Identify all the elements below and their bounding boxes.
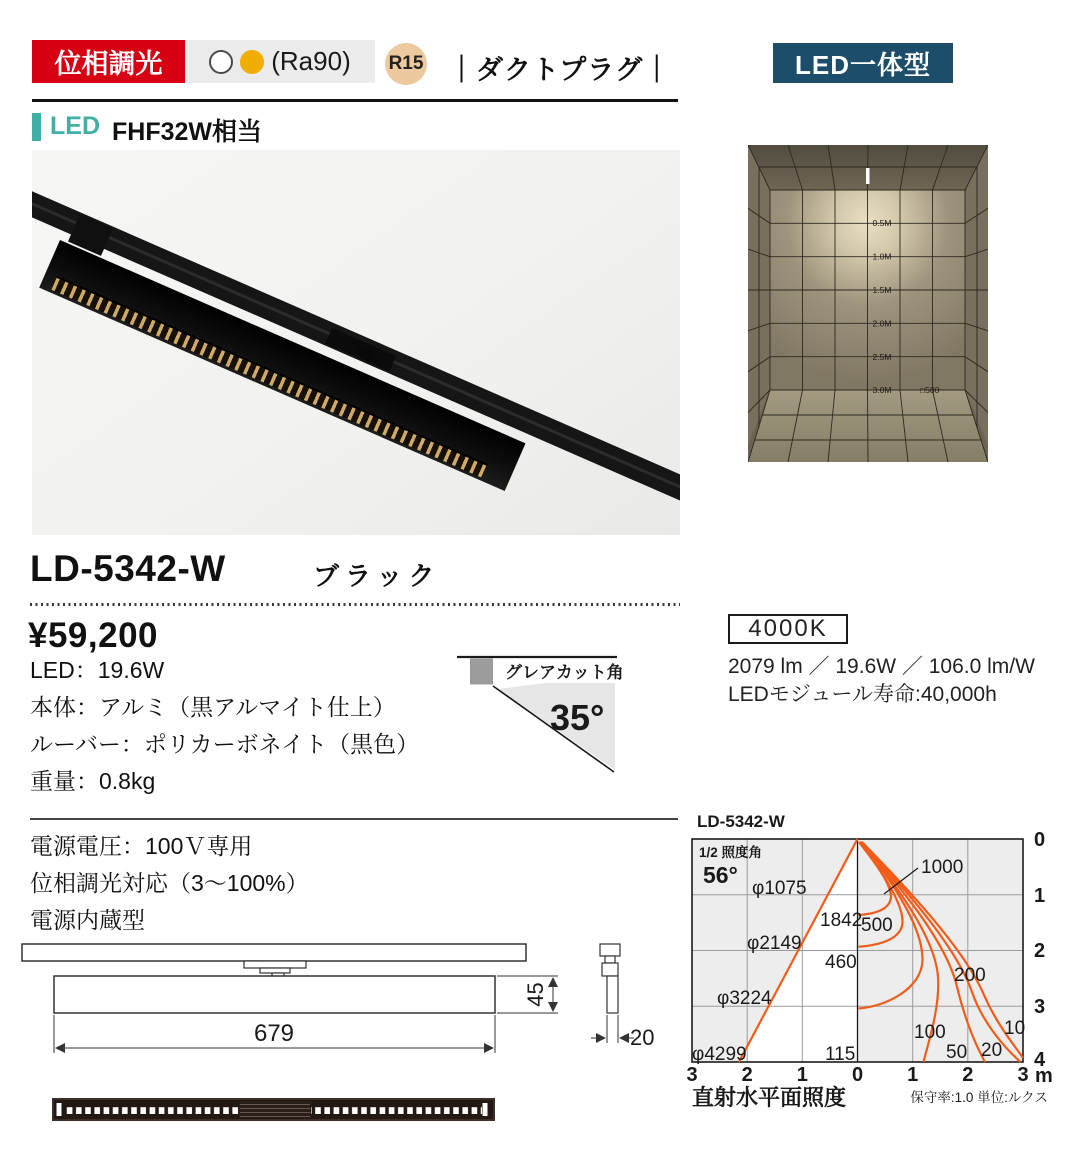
bottom-view (53, 1099, 494, 1120)
beam-diameter-3m: φ3224 (717, 988, 772, 1009)
spec-weight: 重量：0.8kg (30, 768, 156, 794)
room-depth-label: 3.0M (872, 385, 892, 395)
spec-power: 電源内蔵型 (30, 907, 145, 933)
spec-block-2 (30, 828, 309, 939)
dimming-badge: 位相調光 (32, 40, 185, 83)
x-tick: 1 (796, 1064, 808, 1086)
price: ¥59,200 (28, 616, 159, 655)
fixture-section-icon (470, 659, 493, 685)
center-lux-4m: 115 (825, 1044, 856, 1065)
label-500lx: 500 (861, 915, 893, 936)
length-dimension-value: 679 (253, 1020, 295, 1047)
spec-block-1 (30, 652, 419, 800)
model-number: LD-5342-W (30, 548, 226, 589)
label-50lx: 50 (946, 1042, 968, 1063)
x-tick: 2 (962, 1064, 974, 1086)
x-tick: 3 (686, 1064, 698, 1086)
x-tick: 1 (907, 1064, 919, 1086)
header-rule (32, 99, 678, 102)
room-depth-label: 1.5M (872, 285, 892, 295)
led-category-label: LED (50, 112, 100, 140)
spec-divider (30, 818, 678, 820)
ra-label: (Ra90) (271, 46, 351, 76)
y-tick: 3 (1034, 996, 1046, 1018)
y-tick: 0 (1034, 829, 1046, 851)
room-illuminance-photo (748, 145, 988, 462)
x-axis-unit: m (1035, 1065, 1053, 1087)
half-beam-label: 1/2 照度角 (699, 845, 763, 860)
y-tick: 1 (1034, 885, 1046, 907)
width-dimension-value: 20 (630, 1025, 655, 1050)
glare-cut-diagram (450, 648, 670, 788)
photometric-chart (685, 805, 1060, 1120)
label-20lx: 20 (981, 1040, 1003, 1061)
beam-diameter-1m: φ1075 (752, 878, 807, 899)
chart-caption: 直射水平面照度 (692, 1085, 847, 1110)
beam-diameter-4m: φ4299 (692, 1044, 747, 1065)
dimension-drawing (10, 935, 670, 1160)
lifetime-line: LEDモジュール寿命:40,000h (728, 683, 997, 706)
chart-note: 保守率:1.0 単位:ルクス (910, 1090, 1048, 1105)
product-photo (32, 150, 680, 535)
dotted-divider (30, 603, 680, 606)
adapter-outline (244, 961, 306, 977)
room-depth-label: 1.0M (872, 251, 892, 262)
room-area-label: □500 (920, 385, 940, 395)
room-depth-label: 2.0M (872, 318, 892, 329)
x-tick: 2 (741, 1064, 753, 1086)
duct-plug-label: ｜ダクトプラグ｜ (448, 55, 672, 85)
spec-led: LED：19.6W (30, 657, 165, 683)
height-dimension-value: 45 (523, 982, 548, 1007)
room-fixture-mark (866, 168, 870, 184)
chart-title: LD-5342-W (697, 812, 785, 831)
room-depth-label: 2.5M (872, 352, 892, 362)
beam-diameter-2m: φ2149 (747, 933, 802, 954)
end-view-outline (600, 944, 620, 1013)
x-tick: 0 (851, 1064, 864, 1086)
equivalent-label: FHF32W相当 (112, 118, 263, 146)
half-beam-angle: 56° (703, 862, 738, 888)
cct-badge: 4000K (728, 614, 848, 644)
category-bar (32, 113, 41, 141)
glare-angle-value: 35° (550, 697, 605, 738)
glare-label: グレアカット角 (505, 663, 624, 682)
y-tick: 4 (1034, 1049, 1046, 1071)
label-10lx: 10 (1004, 1018, 1026, 1039)
center-lux-2m: 460 (825, 952, 857, 973)
x-tick: 3 (1017, 1064, 1029, 1086)
spec-louver: ルーバー：ポリカーボネイト（黒色） (30, 731, 420, 757)
lamp-color-white-icon (209, 50, 233, 74)
fixture-body-image (39, 240, 525, 491)
spec-voltage: 電源電圧：100Ｖ専用 (30, 833, 253, 859)
lamp-color-amber-icon (240, 50, 264, 74)
led-integrated-badge: LED一体型 (773, 43, 953, 83)
spec-dimming: 位相調光対応（3～100%） (30, 870, 309, 896)
label-1000lx: 1000 (921, 857, 964, 878)
y-axis-ticks (1034, 829, 1046, 1071)
label-200lx: 200 (954, 965, 986, 986)
y-tick: 2 (1034, 940, 1046, 962)
x-axis-ticks (686, 1064, 1052, 1087)
track-outline (22, 944, 526, 961)
color-name: ブラック (313, 561, 441, 591)
width-dimension (591, 1015, 634, 1043)
r15-badge: R15 (385, 43, 427, 85)
lumen-line: 2079 lm ／ 19.6W ／ 106.0 lm/W (728, 655, 1035, 678)
spec-body: 本体：アルミ（黒アルマイト仕上） (30, 694, 396, 720)
center-lux-1m: 1842 (820, 910, 863, 931)
fixture-outline (54, 976, 495, 1013)
room-depth-label: 0.5M (872, 218, 892, 228)
label-100lx: 100 (914, 1022, 946, 1043)
color-rendering-badge (185, 40, 375, 83)
